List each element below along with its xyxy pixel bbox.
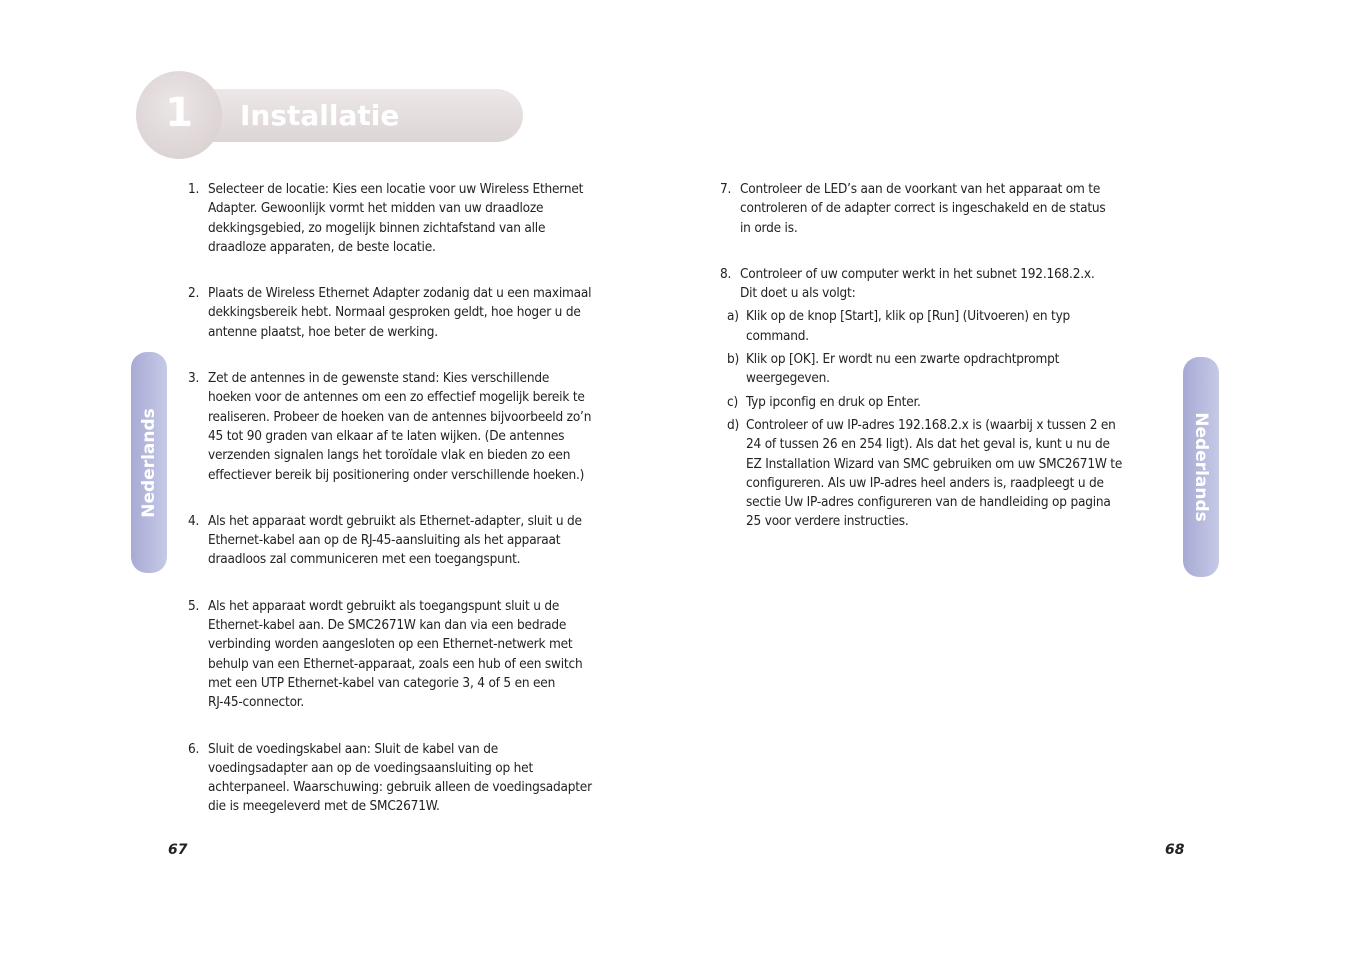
text-line: verbinding worden aangesloten op een Ethernet-netwerk met bbox=[208, 636, 573, 653]
text-line: hoeken voor de antennes om een zo effectief mogelijk bereik te bbox=[208, 389, 585, 406]
item-text bbox=[746, 393, 1180, 412]
item-number: 6. bbox=[188, 740, 200, 757]
text-line: Dit doet u als volgt: bbox=[740, 285, 856, 302]
item-letter: a) bbox=[727, 308, 739, 325]
text-line: draadloze apparaten, de beste locatie. bbox=[208, 238, 436, 255]
text-line: Adapter. Gewoonlijk vormt het midden van uw draadloze bbox=[208, 200, 544, 217]
text-line: verzenden signalen langs het toroïdale vlak en bieden zo een bbox=[208, 447, 571, 464]
item-text bbox=[740, 180, 1180, 238]
right-column bbox=[720, 180, 1180, 532]
item-text bbox=[740, 265, 1180, 304]
sub-list-item bbox=[720, 350, 1180, 389]
text-line: Controleer of uw computer werkt in het subnet 192.168.2.x. bbox=[740, 265, 1095, 282]
list-item bbox=[188, 512, 648, 570]
item-text bbox=[208, 369, 648, 485]
text-line: Selecteer de locatie: Kies een locatie voor uw Wireless Ethernet bbox=[208, 181, 584, 197]
text-line: die is meegeleverd met de SMC2671W. bbox=[208, 798, 440, 815]
list-item bbox=[188, 369, 648, 485]
list-item bbox=[720, 180, 1180, 238]
text-line: EZ Installation Wizard van SMC gebruiken om uw SMC2671W te bbox=[746, 455, 1123, 472]
list-item bbox=[188, 180, 648, 257]
sub-list-item bbox=[720, 393, 1180, 412]
text-line: realiseren. Probeer de hoeken van de antennes bijvoorbeeld zo’n bbox=[208, 408, 592, 425]
item-number: 2. bbox=[188, 285, 200, 302]
text-line: achterpaneel. Waarschuwing: gebruik alleen de voedingsadapter bbox=[208, 779, 592, 796]
text-line: Controleer of uw IP-adres 192.168.2.x is (waarbij x tussen 2 en bbox=[746, 416, 1116, 433]
language-tab-left bbox=[131, 352, 167, 573]
text-line: Ethernet-kabel aan op de RJ-45-aansluiting als het apparaat bbox=[208, 532, 561, 549]
text-line: command. bbox=[746, 327, 809, 344]
item-number: 3. bbox=[188, 370, 200, 387]
text-line: Ethernet-kabel aan. De SMC2671W kan dan via een bedrade bbox=[208, 617, 567, 634]
item-text bbox=[208, 740, 648, 817]
text-line: 24 of tussen 26 en 254 ligt). Als dat het geval is, kunt u nu de bbox=[746, 436, 1110, 453]
text-line: RJ-45-connector. bbox=[208, 694, 305, 711]
language-tab-label: Nederlands bbox=[1191, 412, 1211, 522]
text-line: Klik op [OK]. Er wordt nu een zwarte opdrachtprompt bbox=[746, 351, 1060, 368]
text-line: Als het apparaat wordt gebruikt als Ethernet-adapter, sluit u de bbox=[208, 512, 582, 529]
item-letter: c) bbox=[727, 393, 739, 410]
item-number: 4. bbox=[188, 512, 200, 529]
text-line: sectie Uw IP-adres configureren van de handleiding op pagina bbox=[746, 494, 1111, 511]
text-line: Sluit de voedingskabel aan: Sluit de kabel van de bbox=[208, 740, 498, 757]
left-column bbox=[188, 180, 648, 817]
item-text bbox=[208, 512, 648, 570]
text-line: dekkingsgebied, zo mogelijk binnen zichtafstand van alle bbox=[208, 219, 546, 236]
text-line: effectiever bereik bij positionering onder verschillende hoeken.) bbox=[208, 466, 585, 483]
text-line: met een UTP Ethernet-kabel van categorie 3, 4 of 5 en een bbox=[208, 674, 556, 691]
text-line: configureren. Als uw IP-adres heel anders is, raadpleegt u de bbox=[746, 474, 1104, 491]
text-line: antenne plaatst, hoe beter de werking. bbox=[208, 323, 438, 340]
text-line: Plaats de Wireless Ethernet Adapter zodanig dat u een maximaal bbox=[208, 285, 592, 302]
list-item bbox=[188, 597, 648, 713]
item-text bbox=[208, 180, 648, 257]
text-line: Controleer de LED’s aan de voorkant van het apparaat om te bbox=[740, 181, 1101, 197]
text-line: voedingsadapter aan op de voedingsaansluiting op het bbox=[208, 759, 533, 776]
text-line: 25 voor verdere instructies. bbox=[746, 513, 909, 530]
text-line: Typ ipconfig en druk op Enter. bbox=[746, 393, 921, 410]
text-line: weergegeven. bbox=[746, 370, 830, 387]
page-number-right: 68 bbox=[1165, 842, 1185, 858]
text-line: 45 tot 90 graden van elkaar af te laten wijken. (De antennes bbox=[208, 427, 565, 444]
text-line: draadloos zal communiceren met een toegangspunt. bbox=[208, 551, 521, 568]
list-item bbox=[188, 284, 648, 342]
text-line: Als het apparaat wordt gebruikt als toegangspunt sluit u de bbox=[208, 597, 560, 614]
item-number: 1. bbox=[188, 181, 200, 197]
text-line: dekkingsbereik hebt. Normaal gesproken geldt, hoe hoger u de bbox=[208, 304, 581, 321]
item-text bbox=[208, 597, 648, 713]
item-text bbox=[208, 284, 648, 342]
list-item bbox=[188, 740, 648, 817]
language-tab-right bbox=[1183, 357, 1219, 577]
text-line: controleren of de adapter correct is ingeschakeld en de status bbox=[740, 200, 1106, 217]
page-title: Installatie bbox=[240, 99, 400, 132]
item-number: 8. bbox=[720, 265, 732, 282]
list-item bbox=[720, 265, 1180, 304]
item-text bbox=[746, 307, 1180, 346]
text-line: Zet de antennes in de gewenste stand: Kies verschillende bbox=[208, 370, 550, 387]
language-tab-label: Nederlands bbox=[139, 407, 159, 518]
sub-list-item bbox=[720, 416, 1180, 532]
item-letter: b) bbox=[727, 351, 740, 368]
text-line: behulp van een Ethernet-apparaat, zoals een hub of een switch bbox=[208, 655, 583, 672]
item-number: 7. bbox=[720, 181, 732, 197]
sub-list-item bbox=[720, 307, 1180, 346]
item-text bbox=[746, 350, 1180, 389]
text-line: in orde is. bbox=[740, 219, 798, 236]
item-letter: d) bbox=[727, 416, 740, 433]
chapter-number: 1 bbox=[165, 90, 193, 136]
item-text bbox=[746, 416, 1180, 532]
text-line: Klik op de knop [Start], klik op [Run] (Uitvoeren) en typ bbox=[746, 308, 1071, 325]
page-number-left: 67 bbox=[168, 842, 188, 858]
item-number: 5. bbox=[188, 597, 200, 614]
